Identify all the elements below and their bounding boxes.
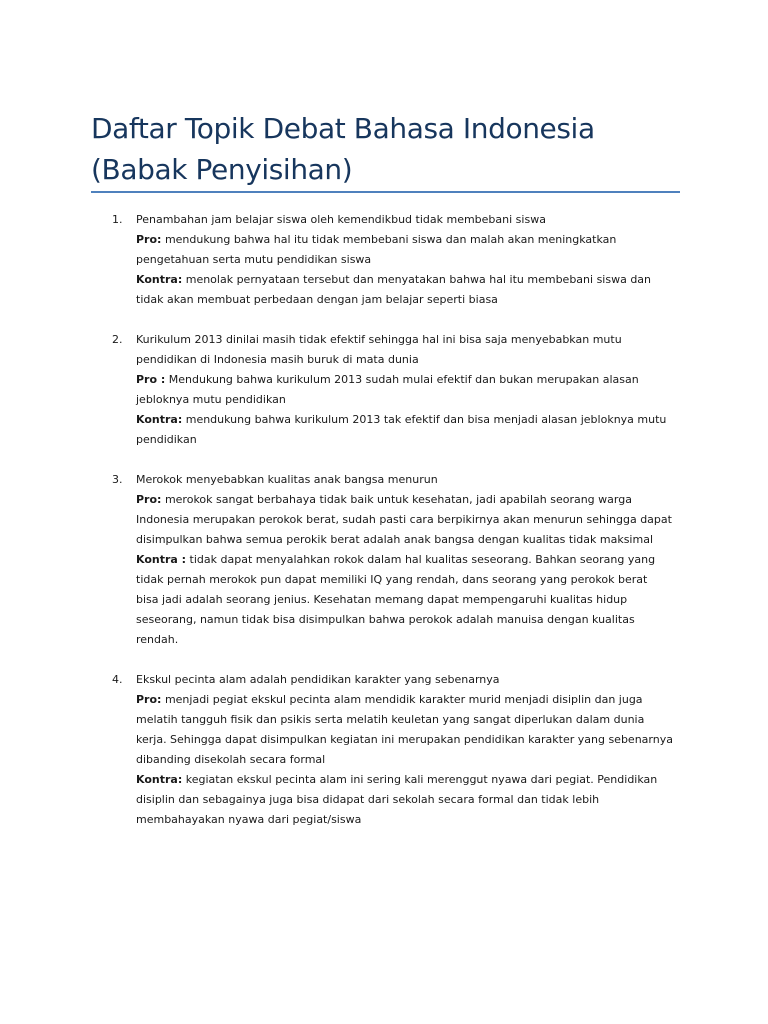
line-text: menjadi pegiat ekskul pecinta alam mendidik karakter murid menjadi disiplin dan juga [161,693,643,706]
line-text: pengetahuan serta mutu pendidikan siswa [136,253,372,266]
topic-line [136,630,682,650]
stance-label: Kontra : [136,553,187,566]
topic-number: 1. [112,213,123,226]
stance-label: Pro: [136,233,162,246]
line-text: kerja. Sehingga dapat disimpulkan kegiatan ini merupakan pendidikan karakter yang sebenarnya [136,733,673,746]
line-text: mendukung bahwa kurikulum 2013 tak efektif dan bisa menjadi alasan jebloknya mutu [182,413,667,426]
topic-line [136,470,682,490]
topic-item [112,470,682,650]
line-text: Mendukung bahwa kurikulum 2013 sudah mulai efektif dan bukan merupakan alasan [165,373,639,386]
topic-line [136,610,682,630]
topic-line [136,670,682,690]
line-text: seseorang, namun tidak bisa disimpulkan bahwa perokok adalah manuisa dengan kualitas [136,613,635,626]
line-text: pendidikan di Indonesia masih buruk di mata dunia [136,353,419,366]
line-text: membahayakan nyawa dari pegiat/siswa [136,813,362,826]
line-text: Merokok menyebabkan kualitas anak bangsa menurun [136,473,438,486]
stance-label: Pro: [136,493,162,506]
line-text: kegiatan ekskul pecinta alam ini sering kali merenggut nyawa dari pegiat. Pendidikan [182,773,658,786]
topic-line [136,550,682,570]
title-underline [91,191,680,193]
topic-line [136,390,682,410]
title-line-1: Daftar Topik Debat Bahasa Indonesia [91,112,595,145]
line-text: Indonesia merupakan perokok berat, sudah pasti cara berpikirnya akan menurun sehingga dapat [136,513,672,526]
topic-number: 2. [112,333,123,346]
topic-line [136,690,682,710]
line-text: disimpulkan bahwa semua perokik berat adalah anak bangsa dengan kualitas tidak maksimal [136,533,653,546]
topic-number: 4. [112,673,123,686]
line-text: mendukung bahwa hal itu tidak membebani siswa dan malah akan meningkatkan [161,233,617,246]
document-title [91,108,681,190]
topic-line [136,410,682,430]
line-text: Penambahan jam belajar siswa oleh kemendikbud tidak membebani siswa [136,213,546,226]
title-line-2: (Babak Penyisihan) [91,153,353,186]
stance-label: Pro: [136,693,162,706]
topic-item [112,670,682,830]
topic-item [112,330,682,450]
stance-label: Kontra: [136,273,183,286]
stance-label: Pro : [136,373,166,386]
topic-line [136,750,682,770]
line-text: pendidikan [136,433,197,446]
line-text: jebloknya mutu pendidikan [136,393,286,406]
stance-label: Kontra: [136,413,183,426]
topic-item [112,210,682,310]
title-block [91,108,681,190]
topic-line [136,570,682,590]
topic-line [136,510,682,530]
topic-line [136,290,682,310]
topic-list [112,210,682,850]
topic-line [136,770,682,790]
line-text: merokok sangat berbahaya tidak baik untuk kesehatan, jadi apabilah seorang warga [161,493,632,506]
line-text: Kurikulum 2013 dinilai masih tidak efektif sehingga hal ini bisa saja menyebabkan mutu [136,333,622,346]
stance-label: Kontra: [136,773,183,786]
line-text: Ekskul pecinta alam adalah pendidikan karakter yang sebenarnya [136,673,500,686]
topic-line [136,590,682,610]
topic-line [136,230,682,250]
topic-line [136,810,682,830]
line-text: rendah. [136,633,179,646]
topic-line [136,210,682,230]
line-text: tidak pernah merokok pun dapat memiliki IQ yang rendah, dans seorang yang perokok berat [136,573,648,586]
topic-line [136,730,682,750]
line-text: menolak pernyataan tersebut dan menyatakan bahwa hal itu membebani siswa dan [182,273,652,286]
topic-line [136,530,682,550]
topic-line [136,330,682,350]
topic-line [136,790,682,810]
line-text: melatih tangguh fisik dan psikis serta melatih keuletan yang sangat diperlukan dalam dunia [136,713,645,726]
line-text: dibanding disekolah secara formal [136,753,326,766]
line-text: tidak dapat menyalahkan rokok dalam hal kualitas seseorang. Bahkan seorang yang [186,553,656,566]
topic-line [136,250,682,270]
topic-line [136,370,682,390]
topic-number: 3. [112,473,123,486]
topic-line [136,710,682,730]
topic-line [136,430,682,450]
line-text: disiplin dan sebagainya juga bisa didapat dari sekolah secara formal dan tidak lebih [136,793,600,806]
line-text: bisa jadi adalah seorang jenius. Kesehatan memang dapat mempengaruhi kualitas hidup [136,593,628,606]
line-text: tidak akan membuat perbedaan dengan jam belajar seperti biasa [136,293,498,306]
topic-line [136,350,682,370]
topic-line [136,490,682,510]
topic-line [136,270,682,290]
